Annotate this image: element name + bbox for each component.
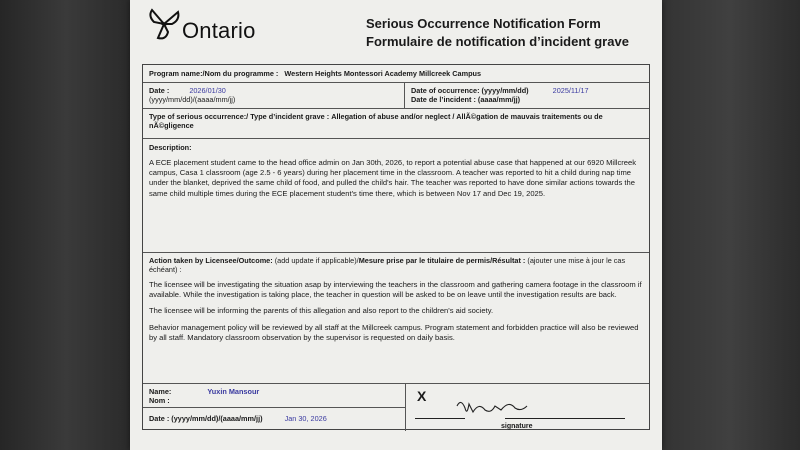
date-row [143, 83, 649, 109]
action-paragraph-1: The licensee will be investigating the situation asap by interviewing the teachers in the classroom and gathering camera footage in the classroom if available. While the investigation is taking place, the teacher in question will be asked to be on leave until the investigation results are back. [149, 280, 642, 300]
name-row [143, 384, 405, 408]
name-value: Yuxin Mansour [207, 387, 260, 396]
name-date-cell [143, 384, 406, 431]
background-right [660, 0, 800, 450]
action-label-en: Action taken by Licensee/Outcome: [149, 256, 273, 265]
action-label-update-fr: (ajouter une mise à jour le cas échéant) : [149, 256, 626, 274]
occurrence-date-value: 2025/11/17 [552, 86, 589, 95]
program-label: Program name:/Nom du programme : [149, 69, 279, 78]
signature-x-mark: X [417, 388, 427, 404]
nom-label: Nom : [149, 396, 170, 405]
occurrence-date-label-fr: Date de l’incident : (aaaa/mm/jj) [411, 95, 521, 104]
action-paragraph-3: Behavior management policy will be reviewed by all staff at the Millcreek campus. Program statement and forbidden practice will also be reviewed by all staff. Mandatory classroom observation by the supervisor is requested on daily basis. [149, 322, 639, 342]
signature-label: signature [501, 423, 533, 430]
occurrence-type-row [143, 109, 649, 139]
signature-line-right [505, 418, 625, 419]
action-paragraph-2: The licensee will be informing the parents of this allegation and also report to the children's aid society. [149, 306, 494, 316]
type-value: Allegation of abuse and/or neglect / AllÃ©gation de mauvais traitements ou de nÃ©gligence [149, 112, 603, 130]
handwritten-signature-icon [455, 396, 545, 420]
action-label-update: (add update if applicable)/ [272, 256, 359, 265]
signoff-row [143, 383, 649, 431]
report-date-cell [143, 83, 405, 108]
program-value: Western Heights Montessori Academy Millcreek Campus [284, 69, 482, 78]
description-row [143, 139, 649, 253]
form-title-french: Formulaire de notification d’incident grave [366, 34, 629, 49]
background-left [0, 0, 132, 450]
occurrence-date-label: Date of occurrence: (yyyy/mm/dd) [411, 86, 529, 95]
name-label: Name: [149, 387, 172, 396]
signature-cell [405, 384, 649, 431]
date-label: Date : [149, 86, 170, 95]
description-text: A ECE placement student came to the head office admin on Jan 30th, 2026, to report a potential abuse case that happened at our 6920 Millcreek campus, Casa 1 classroom (age 2.5 - 6 years) during her placement time in the classroom. A teacher was reported to hit a child during nap time under the blanket, deprived the same child of food, and pulled the child's hair. The teacher was reported to have done similar actions towards the same child multiple times during the ECE placement student's time there, which is between Nov 17 and Dec 19, 2025. [149, 158, 637, 198]
signoff-date-label: Date : (yyyy/mm/dd)/(aaaa/mm/jj) [149, 414, 263, 423]
date-format-label: (yyyy/mm/dd)/(aaaa/mm/jj) [149, 95, 236, 104]
description-label: Description: [149, 143, 192, 152]
type-label: Type of serious occurrence:/ Type d’incident grave : [149, 112, 330, 121]
signoff-date-value: Jan 30, 2026 [284, 414, 327, 423]
occurrence-form-table [142, 64, 650, 430]
form-paper [130, 0, 662, 450]
action-row [143, 253, 649, 383]
signature-line-left [415, 418, 465, 419]
program-row [143, 65, 649, 83]
signoff-date-row [143, 408, 405, 432]
action-label-fr: Mesure prise par le titulaire de permis/Résultat : [358, 256, 526, 265]
form-title-english: Serious Occurrence Notification Form [366, 16, 601, 31]
date-value: 2026/01/30 [189, 86, 226, 95]
occurrence-date-cell [405, 83, 649, 108]
action-text [149, 280, 643, 343]
ontario-wordmark: Ontario [182, 18, 256, 43]
ontario-trillium-logo-icon [144, 6, 184, 42]
